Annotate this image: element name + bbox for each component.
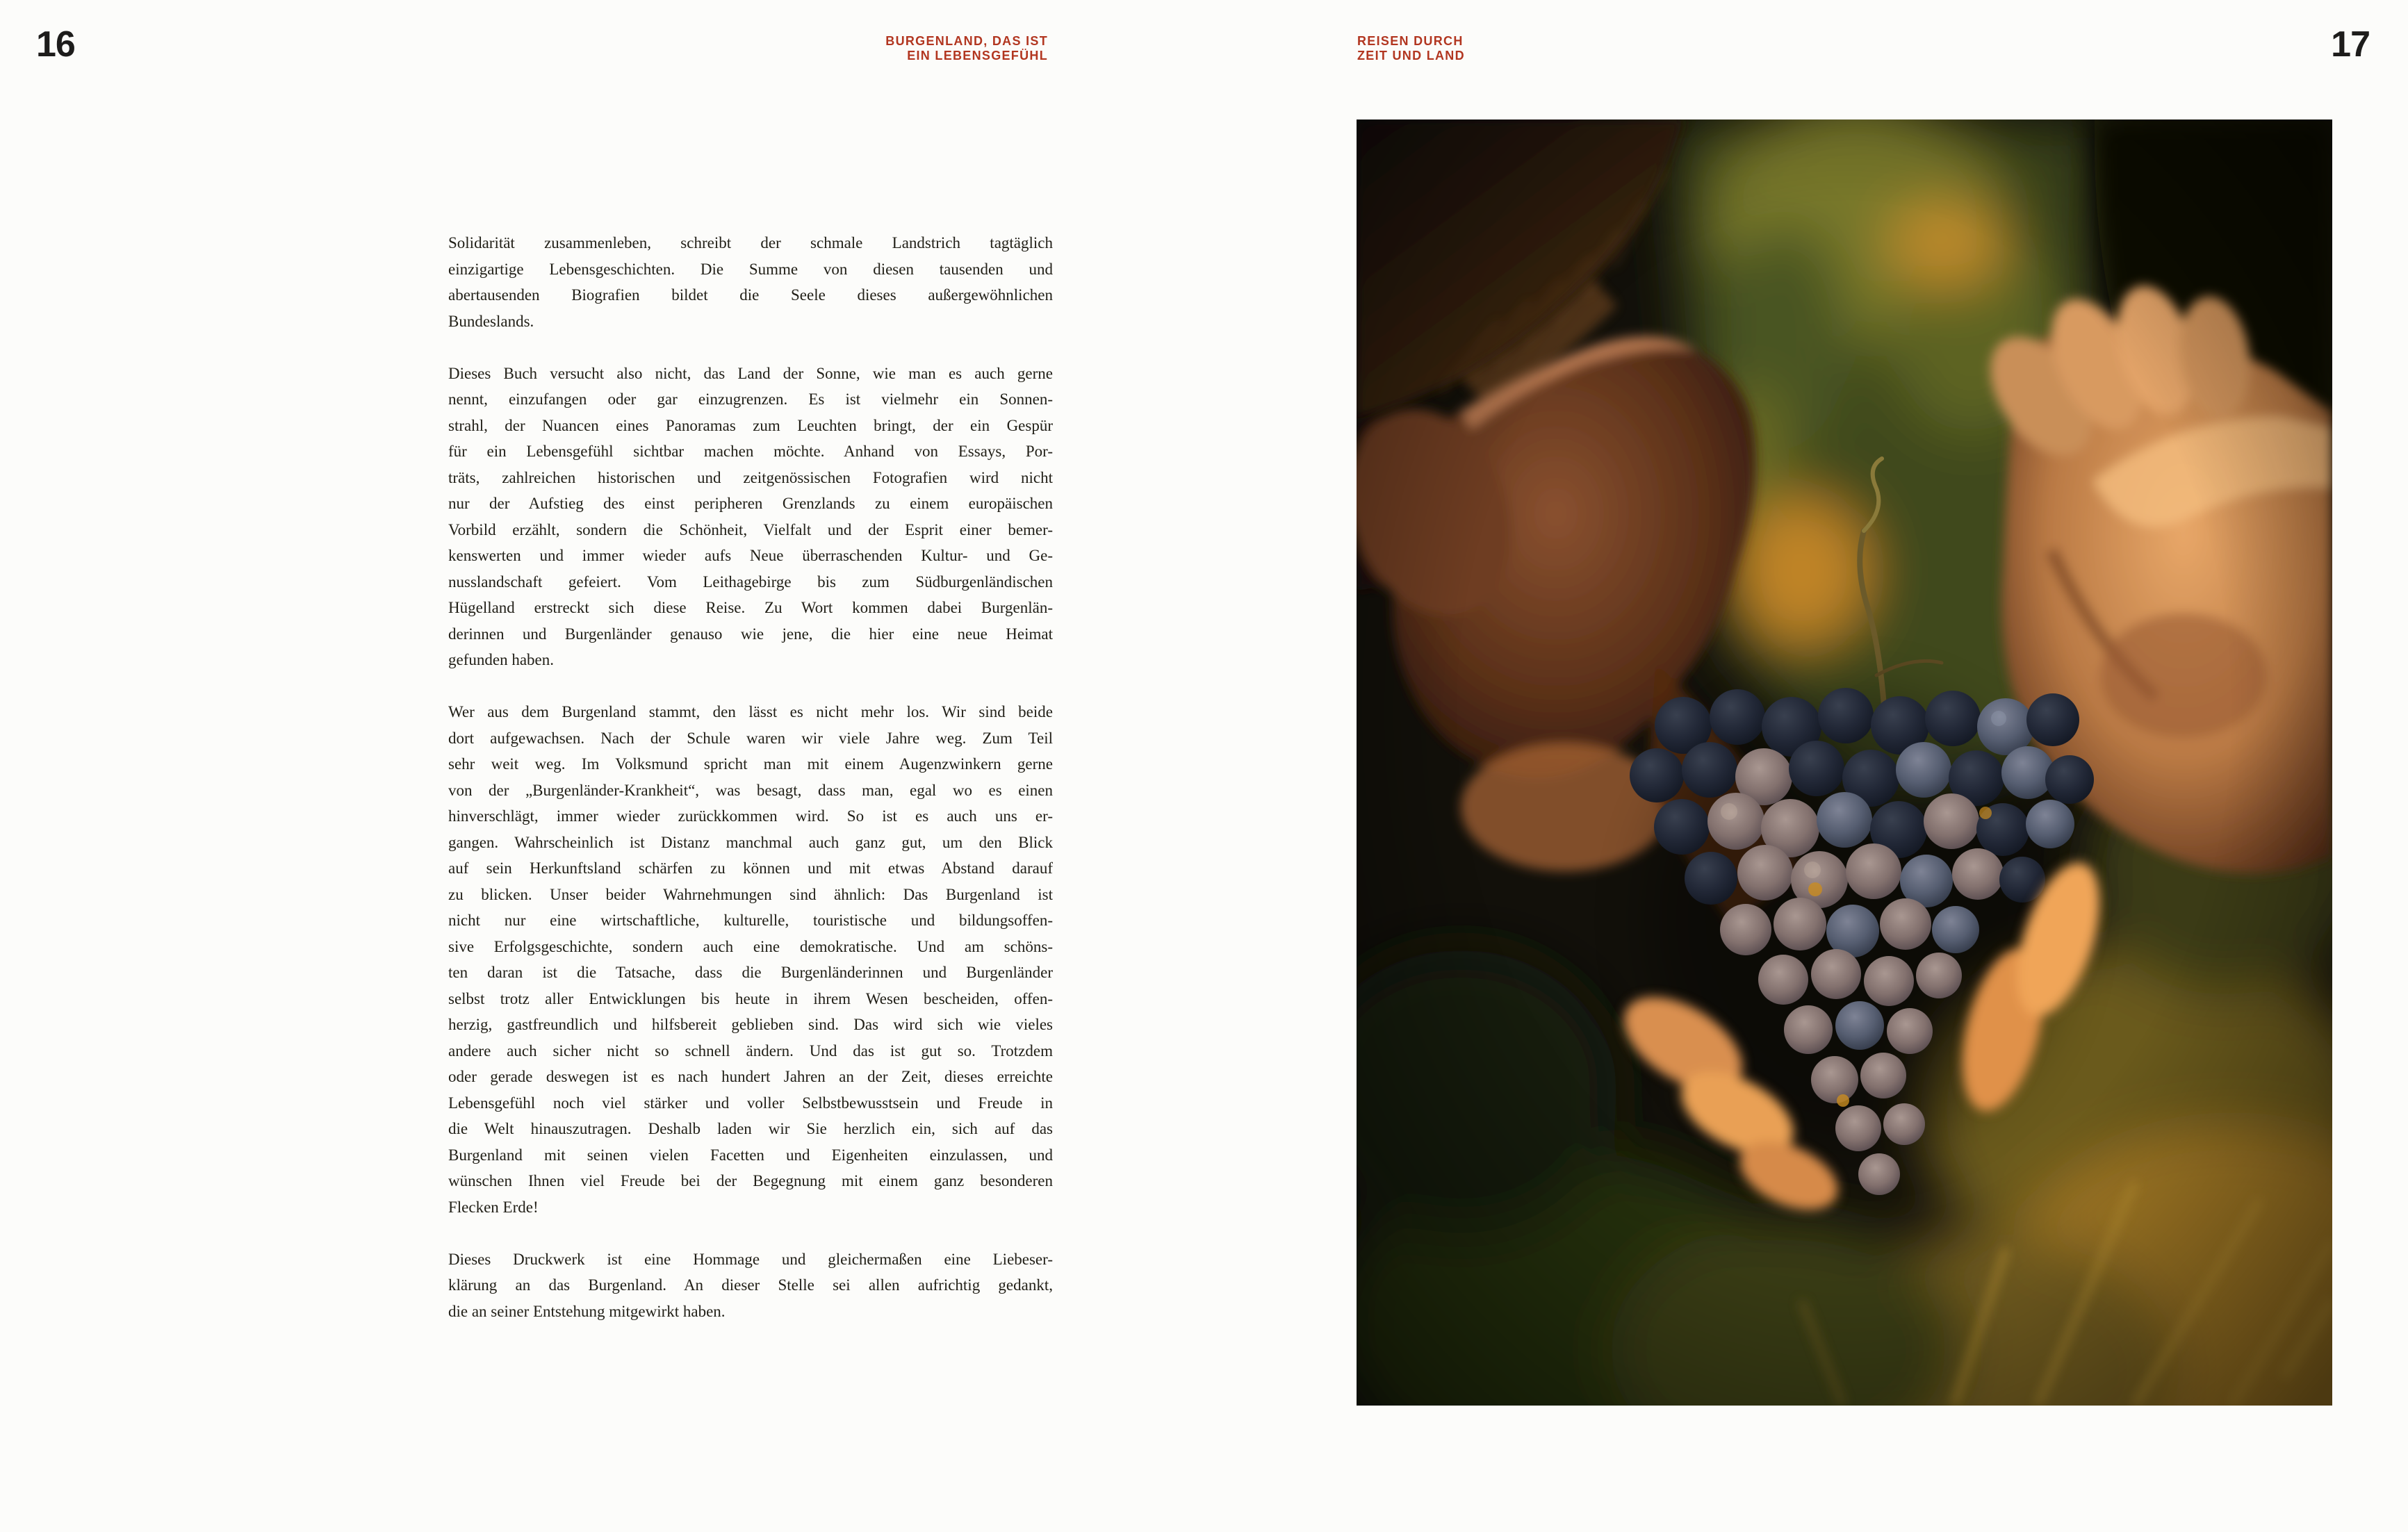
running-header-right-line1: REISEN DURCH bbox=[1357, 34, 1464, 48]
photo-illustration bbox=[1357, 120, 2332, 1406]
photo-vignette bbox=[1357, 120, 2332, 1406]
text-line: klärung an das Burgenland. An dieser Stelle sei allen aufrichtig gedankt, bbox=[448, 1276, 1053, 1294]
text-line: ten daran ist die Tatsache, dass die Burgenländerinnen und Burgenländer bbox=[448, 964, 1053, 981]
running-header-right-line2: ZEIT UND LAND bbox=[1357, 49, 1465, 63]
text-line: für ein Lebensgefühl sichtbar machen möchte. Anhand von Essays, Por- bbox=[448, 443, 1053, 460]
text-line: abertausenden Biografien bildet die Seele dieses außergewöhnlichen bbox=[448, 286, 1053, 304]
text-line: Bundeslands. bbox=[448, 312, 534, 330]
text-line: einzigartige Lebensgeschichten. Die Summe von diesen tausenden und bbox=[448, 260, 1053, 278]
running-header-right bbox=[1357, 34, 1465, 63]
page-number-right: 17 bbox=[2331, 24, 2370, 65]
text-line: Flecken Erde! bbox=[448, 1198, 539, 1216]
paragraph bbox=[448, 361, 1053, 673]
text-line: die Welt hinauszutragen. Deshalb laden wir Sie herzlich ein, sich auf das bbox=[448, 1120, 1053, 1137]
running-header-left-line1: BURGENLAND, DAS IST bbox=[885, 34, 1048, 48]
paragraph bbox=[448, 699, 1053, 1220]
running-header-left bbox=[448, 34, 1048, 63]
text-line: andere auch sicher nicht so schnell ändern. Und das ist gut so. Trotzdem bbox=[448, 1041, 1053, 1060]
text-line: gefunden haben. bbox=[448, 651, 554, 668]
text-line: Vorbild erzählt, sondern die Schönheit, Vielfalt und der Esprit einer bemer- bbox=[448, 520, 1053, 538]
text-line: von der „Burgenländer-Krankheit“, was besagt, dass man, egal wo es einen bbox=[448, 781, 1053, 799]
text-line: sehr weit weg. Im Volksmund spricht man mit einem Augenzwinkern gerne bbox=[448, 755, 1053, 773]
paragraph bbox=[448, 230, 1053, 334]
page-number-left: 16 bbox=[36, 24, 75, 65]
text-line: nusslandschaft gefeiert. Vom Leithagebirge bis zum Südburgenländischen bbox=[448, 573, 1053, 591]
paragraph bbox=[448, 1246, 1053, 1325]
text-line: Solidarität zusammenleben, schreibt der schmale Landstrich tagtäglich bbox=[448, 234, 1053, 252]
text-line: wünschen Ihnen viel Freude bei der Begegnung mit einem ganz besonderen bbox=[448, 1172, 1053, 1189]
text-line: Dieses Buch versucht also nicht, das Land der Sonne, wie man es auch gerne bbox=[448, 364, 1053, 382]
text-line: Dieses Druckwerk ist eine Hommage und gleichermaßen eine Liebeser- bbox=[448, 1250, 1053, 1268]
text-line: Hügelland erstreckt sich diese Reise. Zu Wort kommen dabei Burgenlän- bbox=[448, 599, 1053, 616]
text-line: Wer aus dem Burgenland stammt, den lässt es nicht mehr los. Wir sind beide bbox=[448, 703, 1053, 720]
text-line: herzig, gastfreundlich und hilfsbereit geblieben sind. Das wird sich wie vieles bbox=[448, 1016, 1053, 1033]
running-header-left-line2: EIN LEBENSGEFÜHL bbox=[907, 49, 1048, 63]
text-line: auf sein Herkunftsland schärfen zu können und mit etwas Abstand darauf bbox=[448, 859, 1053, 877]
text-line: Burgenland mit seinen vielen Facetten und Eigenheiten einzulassen, und bbox=[448, 1146, 1053, 1164]
text-line: sive Erfolgsgeschichte, sondern auch eine demokratische. Und am schöns- bbox=[448, 937, 1053, 955]
body-text bbox=[448, 230, 1053, 1324]
text-line: strahl, der Nuancen eines Panoramas zum Leuchten bringt, der ein Gespür bbox=[448, 416, 1053, 434]
text-line: gangen. Wahrscheinlich ist Distanz manchmal auch ganz gut, um den Blick bbox=[448, 833, 1053, 851]
text-line: nur der Aufstieg des einst peripheren Grenzlands zu einem europäischen bbox=[448, 495, 1053, 512]
text-line: hinverschlägt, immer wieder zurückkommen wird. So ist es auch uns er- bbox=[448, 807, 1053, 825]
text-line: oder gerade deswegen ist es nach hundert Jahren an der Zeit, dieses erreichte bbox=[448, 1068, 1053, 1085]
text-line: nennt, einzufangen oder gar einzugrenzen. Es ist vielmehr ein Sonnen- bbox=[448, 390, 1053, 408]
text-line: selbst trotz aller Entwicklungen bis heute in ihrem Wesen bescheiden, offen- bbox=[448, 989, 1053, 1007]
text-line: derinnen und Burgenländer genauso wie jene, die hier eine neue Heimat bbox=[448, 625, 1053, 643]
text-line: nicht nur eine wirtschaftliche, kulturelle, touristische und bildungsoffen- bbox=[448, 912, 1053, 929]
text-line: dort aufgewachsen. Nach der Schule waren wir viele Jahre weg. Zum Teil bbox=[448, 729, 1053, 747]
text-line: Lebensgefühl noch viel stärker und voller Selbstbewusstsein und Freude in bbox=[448, 1094, 1053, 1112]
text-line: die an seiner Entstehung mitgewirkt haben. bbox=[448, 1302, 726, 1320]
text-line: träts, zahlreichen historischen und zeitgenössischen Fotografien wird nicht bbox=[448, 468, 1053, 486]
photo-hands-holding-grapes bbox=[1357, 120, 2332, 1406]
text-line: zu blicken. Unser beider Wahrnehmungen sind ähnlich: Das Burgenland ist bbox=[448, 885, 1053, 903]
text-line: kenswerten und immer wieder aufs Neue überraschenden Kultur- und Ge- bbox=[448, 547, 1053, 564]
